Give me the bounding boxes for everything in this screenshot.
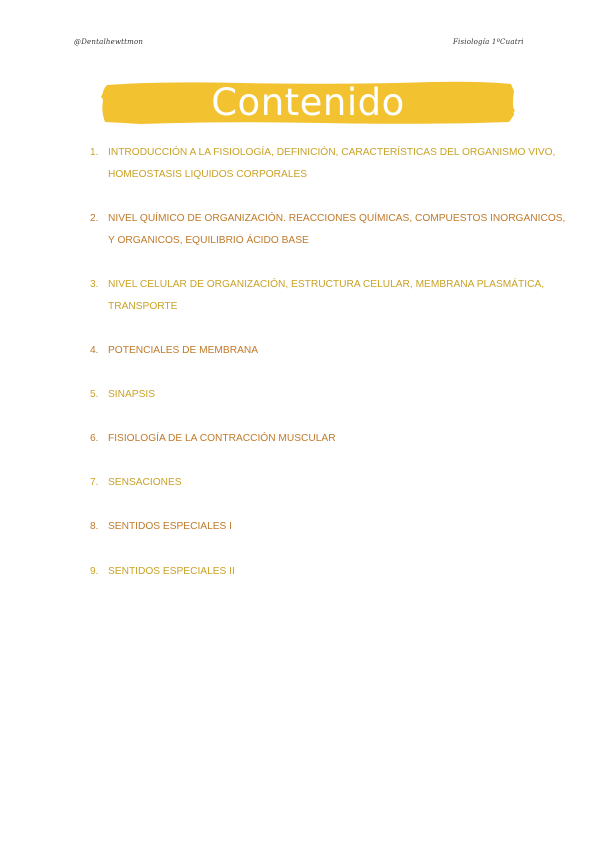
toc-number: 4.	[90, 345, 99, 356]
toc-text-line: SINAPSIS	[108, 389, 155, 400]
toc-text-line: SENTIDOS ESPECIALES I	[108, 521, 232, 532]
toc-number: 8.	[90, 521, 99, 532]
toc-text-line: NIVEL QUÍMICO DE ORGANIZACIÓN. REACCIONES QUÍMICAS, COMPUESTOS INORGANICOS,	[108, 213, 566, 224]
toc-text-line: Y ORGANICOS, EQUILIBRIO ÁCIDO BASE	[108, 235, 309, 246]
toc-text-line: SENSACIONES	[108, 477, 182, 488]
toc-text-line: FISIOLOGÍA DE LA CONTRACCIÓN MUSCULAR	[108, 433, 336, 444]
toc-number: 7.	[90, 477, 99, 488]
toc-text-line: SENTIDOS ESPECIALES II	[108, 566, 235, 577]
toc-number: 5.	[90, 389, 99, 400]
toc-text-line: HOMEOSTASIS LIQUIDOS CORPORALES	[108, 169, 308, 180]
header-course: Fisiología 1ºCuatri	[453, 38, 524, 46]
toc-number: 6.	[90, 433, 99, 444]
toc-number: 3.	[90, 279, 99, 290]
title-banner	[101, 81, 515, 125]
header-author: @Dentalhewttmon	[74, 38, 144, 46]
toc-text-line: POTENCIALES DE MEMBRANA	[108, 345, 259, 356]
page-title: Contenido	[211, 81, 405, 124]
toc-text-line: INTRODUCCIÓN A LA FISIOLOGÍA, DEFINICIÓN, CARACTERÍSTICAS DEL ORGANISMO VIVO,	[108, 147, 556, 158]
toc-number: 9.	[90, 566, 99, 577]
toc-text-line: TRANSPORTE	[108, 301, 178, 312]
toc-number: 2.	[90, 213, 99, 224]
toc-number: 1.	[90, 147, 99, 158]
toc-text-line: NIVEL CELULAR DE ORGANIZACIÓN, ESTRUCTURA CELULAR, MEMBRANA PLASMÁTICA,	[108, 279, 545, 290]
